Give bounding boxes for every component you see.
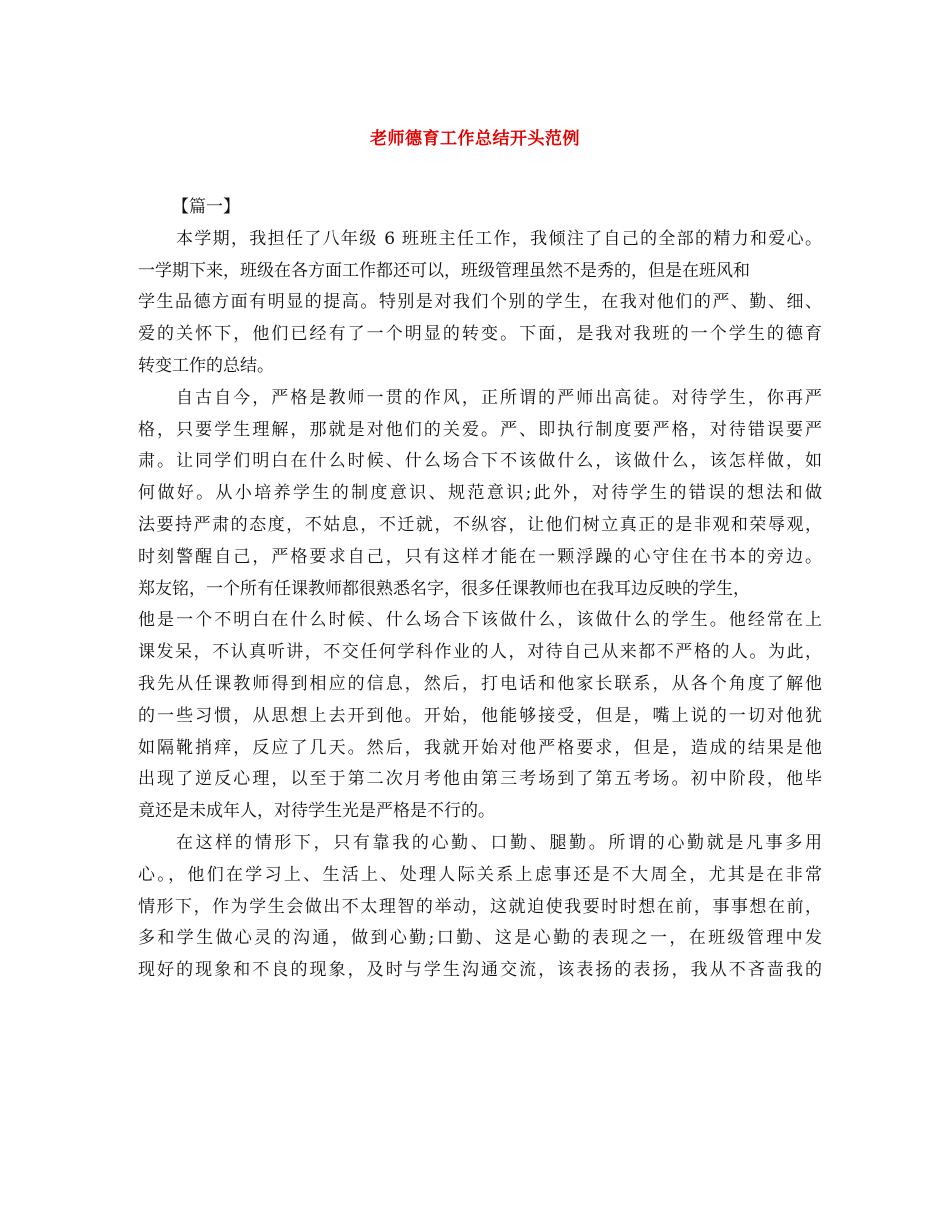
text-line: 时刻警醒自己，严格要求自己，只有这样才能在一颗浮躁的心守住在书本的旁边。 xyxy=(138,546,822,567)
text-line: 竟还是未成年人，对待学生光是严格是不行的。 xyxy=(138,801,495,822)
text-line: 多和学生做心灵的沟通，做到心勤;口勤、这是心勤的表现之一，在班级管理中发 xyxy=(138,928,822,949)
text-line: 我先从任课教师得到相应的信息，然后，打电话和他家长联系，从各个角度了解他 xyxy=(138,673,822,694)
text-line: 现好的现象和不良的现象，及时与学生沟通交流，该表扬的表扬，我从不吝啬我的 xyxy=(138,960,822,981)
text-line: 在这样的情形下，只有靠我的心勤、口勤、腿勤。所谓的心勤就是凡事多用 xyxy=(176,832,822,853)
text-line: 学生品德方面有明显的提高。特别是对我们个别的学生，在我对他们的严、勤、细、 xyxy=(138,292,822,313)
text-line: 格，只要学生理解，那就是对他们的关爱。严、即执行制度要严格，对待错误要严 xyxy=(138,419,822,440)
text-line: 转变工作的总结。 xyxy=(138,355,274,376)
text-line: 郑友铭，一个所有任课教师都很熟悉名字，很多任课教师也在我耳边反映的学生， xyxy=(138,578,750,599)
text-line: 爱的关怀下，他们已经有了一个明显的转变。下面，是我对我班的一个学生的德育 xyxy=(138,324,822,345)
document-body xyxy=(138,192,822,987)
text-line: 他是一个不明白在什么时候、什么场合下该做什么，该做什么的学生。他经常在上 xyxy=(138,610,822,631)
paragraph-lines xyxy=(138,224,822,987)
text-line: 何做好。从小培养学生的制度意识、规范意识;此外，对待学生的错误的想法和做 xyxy=(138,483,822,504)
section-label: 【篇一】 xyxy=(172,197,240,217)
text-line: 出现了逆反心理，以至于第二次月考他由第三考场到了第五考场。初中阶段，他毕 xyxy=(138,769,822,790)
text-line: 的一些习惯，从思想上去开到他。开始，他能够接受，但是，嘴上说的一切对他犹 xyxy=(138,705,822,726)
text-line: 自古自今，严格是教师一贯的作风，正所谓的严师出高徒。对待学生，你再严 xyxy=(176,387,822,408)
text-line: 肃。让同学们明白在什么时候、什么场合下不该做什么，该做什么，该怎样做，如 xyxy=(138,451,822,472)
text-line: 一学期下来，班级在各方面工作都还可以，班级管理虽然不是秀的，但是在班风和 xyxy=(138,260,750,281)
text-line: 情形下，作为学生会做出不太理智的举动，这就迫使我要时时想在前，事事想在前， xyxy=(138,896,822,917)
text-line: 法要持严肃的态度，不姑息，不迁就，不纵容，让他们树立真正的是非观和荣辱观， xyxy=(138,514,822,535)
text-line: 如隔靴捎痒，反应了几天。然后，我就开始对他严格要求，但是，造成的结果是他 xyxy=(138,737,822,758)
text-line: 心。，他们在学习上、生活上、处理人际关系上虑事还是不大周全，尤其是在非常 xyxy=(138,864,822,885)
text-line: 课发呆，不认真听讲，不交任何学科作业的人，对待自己从来都不严格的人。为此， xyxy=(138,642,822,663)
document-title: 老师德育工作总结开头范例 xyxy=(370,129,580,149)
text-line: 本学期，我担任了八年级 6 班班主任工作，我倾注了自己的全部的精力和爱心。 xyxy=(176,228,822,249)
